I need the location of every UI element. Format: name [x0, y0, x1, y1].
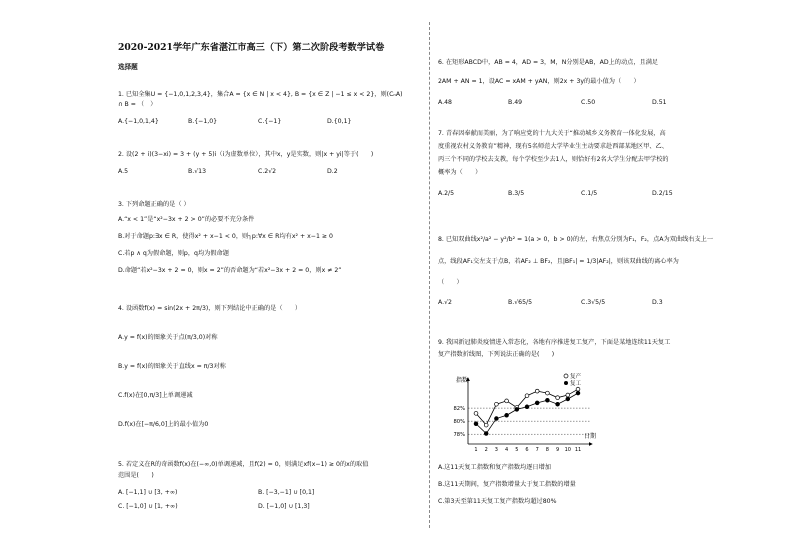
series-line-1	[476, 393, 578, 433]
q9-option-b: B.这11天期间，复产指数增量大于复工指数的增量	[438, 481, 576, 488]
q9-option-c: C.第3天至第11天复工复产指数均超过80%	[438, 498, 557, 505]
series-1-point-8	[546, 398, 550, 402]
q6-text: 6. 在矩形ABCD中，AB = 4，AD = 3，M，N分别是AB，AD上的动点，且满足	[438, 59, 659, 66]
q3-option-a: A.“x < 1”是“x²−3x + 2 > 0”的必要不充分条件	[118, 216, 255, 223]
q8-option-c: C.3√5/5	[581, 299, 606, 306]
q8-option-d: D.3	[652, 299, 663, 306]
section-heading: 选择题	[118, 63, 138, 71]
x-axis-label: 日期	[584, 433, 597, 440]
legend-label-fugong: 复工	[570, 381, 582, 387]
q4-option-c: C.f(x)在[0,π/3]上单调递减	[118, 392, 193, 399]
q7-text: 7. 青春因奉献而美丽，为了响应党的十九大关于“推动城乡义务教育一体化发展，高	[438, 130, 666, 137]
q1-option-d: D.{0,1}	[327, 118, 352, 125]
q3-text: 3. 下列命题正确的是（ ）	[118, 201, 190, 208]
series-0-point-2	[484, 423, 488, 427]
q2-option-c: C.2√2	[258, 168, 277, 175]
q7-option-a: A.2/5	[438, 190, 455, 197]
series-1-point-9	[556, 402, 560, 406]
q3-option-c: C.若p ∧ q为假命题，则p，q均为假命题	[118, 250, 229, 257]
y-tick-label-0: 82%	[453, 406, 465, 413]
x-tick-label-4: 4	[505, 447, 509, 452]
series-1-point-4	[505, 413, 509, 417]
q6-option-d: D.51	[652, 99, 667, 106]
q8-text: 8. 已知双曲线x²/a² − y²/b² = 1(a > 0，b > 0)的左，右焦点分别为F₁，F₂，点A为双曲线右支上一	[438, 236, 714, 243]
q8-option-a: A.√2	[438, 299, 452, 306]
q8-option-b: B.√65/5	[508, 299, 533, 306]
q3-option-b: B.对于命题p:∃x ∈ R，使得x² + x−1 < 0，则┐p:∀x ∈ R均有x² + x−1 ≥ 0	[118, 233, 333, 240]
legend-marker-fuchan	[564, 374, 568, 378]
q5-option-c: C. [−1,0] ∪ [1, +∞)	[118, 503, 178, 510]
q7-option-d: D.2/15	[652, 190, 673, 197]
series-1-point-7	[535, 401, 539, 405]
q7-option-b: B.3/5	[508, 190, 525, 197]
x-tick-label-9: 9	[556, 447, 560, 452]
q9-text: 9. 我国新冠肺炎疫情进入常态化，各地有序推进复工复产，下面是某地连续11天复工	[438, 339, 671, 346]
q4-option-a: A.y = f(x)的图象关于点(π/3,0)对称	[118, 334, 218, 341]
q5-option-d: D. [−1,0] ∪ [1,3]	[258, 503, 310, 510]
series-0-point-10	[566, 393, 570, 397]
q2-option-a: A.5	[118, 168, 129, 175]
x-tick-label-1: 1	[474, 447, 478, 452]
q4-text: 4. 设函数f(x) = sin(2x + 2π/3)，则下列结论中正确的是（ ）	[118, 305, 302, 312]
q9-option-a: A.这11天复工指数和复产指数均逐日增加	[438, 464, 551, 471]
q6-option-a: A.48	[438, 99, 452, 106]
series-0-point-4	[505, 399, 509, 403]
legend-marker-fugong	[564, 381, 568, 385]
q6-text-cont: 2AM + AN = 1，设AC = xAM + yAN，则2x + 3y的最小值为（ ）	[438, 78, 640, 85]
q1-option-a: A.{−1,0,1,4}	[118, 118, 159, 125]
x-tick-label-10: 10	[564, 447, 571, 452]
series-1-point-1	[474, 422, 478, 426]
q2-text: 2. 设(2 + i)(3−xi) = 3 + (y + 5)i（i为虚数单位），其中x，y是实数，则|x + yi|等于( )	[118, 151, 374, 158]
series-0-point-9	[556, 396, 560, 400]
series-0-point-8	[546, 391, 550, 395]
y-tick-label-2: 78%	[453, 432, 465, 439]
series-0-point-3	[495, 402, 499, 406]
x-tick-label-5: 5	[515, 447, 519, 452]
series-1-point-10	[566, 397, 570, 401]
x-tick-label-3: 3	[494, 447, 498, 452]
x-tick-label-8: 8	[545, 447, 549, 452]
q1-text-cont: ∩ B = （ ）	[118, 101, 157, 108]
q6-option-c: C.50	[581, 99, 596, 106]
series-0-point-6	[525, 394, 529, 398]
q7-text-cont3: 概率为（ ）	[438, 169, 482, 176]
series-0-point-11	[576, 387, 580, 391]
index-line-chart	[442, 372, 602, 452]
q5-option-a: A. [−1,1] ∪ [3, +∞)	[118, 489, 178, 496]
q9-text-cont: 复产指数折线图，下列说法正确的是( )	[438, 351, 555, 358]
q1-option-c: C.{−1}	[258, 118, 282, 125]
q1-option-b: B.{−1,0}	[188, 118, 218, 125]
q4-option-d: D.f(x)在[−π/6,0]上的最小值为0	[118, 421, 209, 428]
chart-legend	[564, 372, 582, 387]
series-1-point-3	[495, 417, 499, 421]
series-1-point-5	[515, 408, 519, 412]
y-axis-label: 指数	[456, 377, 469, 384]
q7-text-cont2: 丙三个不同的学校去支教，每个学校至少去1人，则恰好有2名大学生分配去甲学校的	[438, 156, 669, 163]
series-0-point-7	[535, 389, 539, 393]
q1-text: 1. 已知全集U = {−1,0,1,2,3,4}，集合A = {x ∈ N | x < 4}, B = {x ∈ Z | −1 ≤ x < 2}，则(CₙA)	[118, 91, 403, 98]
q5-option-b: B. [−3,−1] ∪ [0,1]	[258, 489, 315, 496]
x-tick-label-7: 7	[535, 447, 539, 452]
q8-text-cont: 点，线段AF₁交左支于点B，若AF₂ ⊥ BF₂，且|BF₁| = 1/3|AF₂|，则该双曲线的离心率为	[438, 258, 679, 265]
y-tick-label-1: 80%	[453, 419, 465, 426]
series-1-point-11	[576, 391, 580, 395]
series-1-point-6	[525, 405, 529, 409]
x-tick-label-6: 6	[525, 447, 529, 452]
page-title: 2020-2021学年广东省湛江市高三（下）第二次阶段考数学试卷	[118, 42, 385, 53]
q6-option-b: B.49	[508, 99, 523, 106]
q7-option-c: C.1/5	[581, 190, 598, 197]
q5-text-cont: 范围是( )	[118, 472, 154, 479]
series-1-point-2	[484, 432, 488, 436]
column-divider	[429, 22, 430, 528]
q3-option-d: D.命题“若x²−3x + 2 = 0，则x = 2”的否命题为“若x²−3x + 2 = 0，则x ≠ 2”	[118, 267, 342, 274]
q8-text-cont2: （ ）	[438, 279, 463, 286]
q7-text-cont1: 度重视农村义务教育”精神，现有5名师范大学毕业生主动要求赴西部某地区甲、乙、	[438, 143, 668, 150]
q4-option-b: B.y = f(x)的图象关于直线x = π/3对称	[118, 363, 226, 370]
q2-option-b: B.√13	[188, 168, 207, 175]
x-tick-label-11: 11	[574, 447, 582, 452]
x-tick-label-2: 2	[484, 447, 488, 452]
legend-label-fuchan: 复产	[570, 374, 582, 380]
q2-option-d: D.2	[327, 168, 338, 175]
q5-text: 5. 若定义在R的奇函数f(x)在(−∞,0)单调递减，且f(2) = 0，则满足xf(x−1) ≥ 0的x的取值	[118, 461, 369, 468]
series-0-point-1	[474, 411, 478, 415]
